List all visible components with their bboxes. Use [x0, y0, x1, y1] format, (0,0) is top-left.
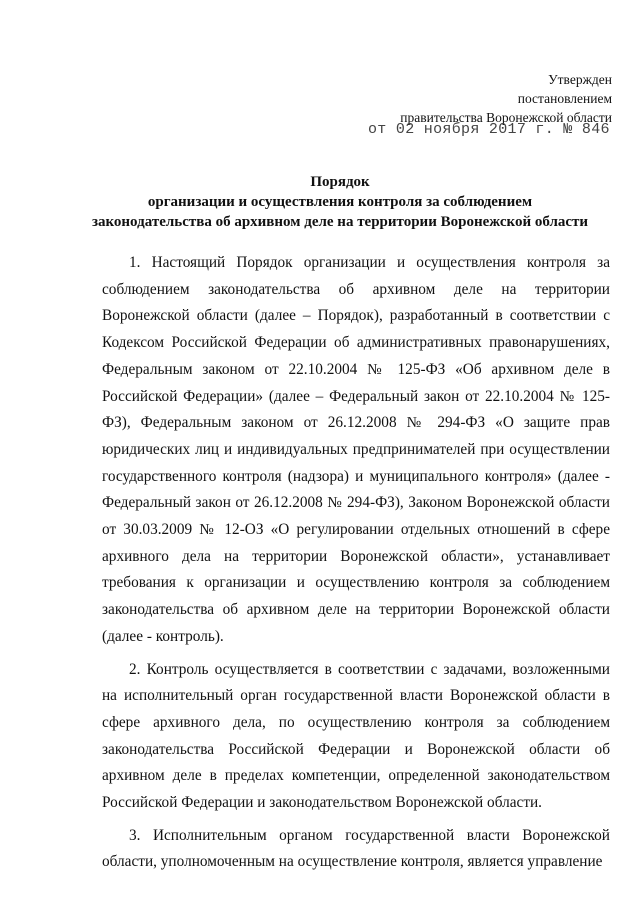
paragraph-2: 2. Контроль осуществляется в соответствии с задачами, возложенными на исполнительный орган государственной власти Воронежской области в сфере архивного дела, по осуществлению контроля за соблюдением законодательства Российской Федерации и Воронежской области об архивном деле в пределах компетенции, определенной законодательством Российской Федерации и законодательством Воронежской области.: [102, 660, 610, 812]
approval-line-resolution: постановлением: [517, 91, 612, 106]
approval-line-approved: Утвержден: [548, 72, 612, 87]
title-line-1: Порядок: [310, 174, 370, 190]
title-line-2: организации и осуществления контроля за соблюдением: [147, 194, 533, 210]
date-number-stamp: от 02 ноября 2017 г. № 846: [368, 121, 610, 138]
approval-line-government: правительства Воронежской области: [400, 110, 612, 125]
paragraph-1: 1. Настоящий Порядок организации и осуществления контроля за соблюдением законодательства об архивном деле на территории Воронежской области (далее – Порядок), разработанный в соответствии с Кодексом Российской Федерации об административных правонарушениях, Федеральным законом от 22.10.2004 № 125-ФЗ «Об архивном деле в Российской Федерации» (далее – Федеральный закон от 22.10.2004 № 125-ФЗ), Федеральным законом от 26.12.2008 № 294-ФЗ «О защите прав юридических лиц и индивидуальных предпринимателей при осуществлении государственного контроля (надзора) и муниципального контроля» (далее - Федеральный закон от 26.12.2008 № 294-ФЗ), Законом Воронежской области от 30.03.2009 № 12-ОЗ «О регулировании отдельных отношений в сфере архивного дела на территории Воронежской области», устанавливает требования к организации и осуществлению контроля за соблюдением законодательства об архивном деле на территории Воронежской области (далее - контроль).: [102, 254, 610, 645]
document-body: [102, 250, 610, 882]
title-line-3: законодательства об архивном деле на территории Воронежской области: [91, 214, 589, 230]
document-title: [60, 172, 620, 232]
paragraph-3: 3. Исполнительным органом государственной власти Воронежской области, уполномоченным на осуществление контроля, является управление: [102, 826, 610, 871]
approval-block: [312, 70, 612, 127]
